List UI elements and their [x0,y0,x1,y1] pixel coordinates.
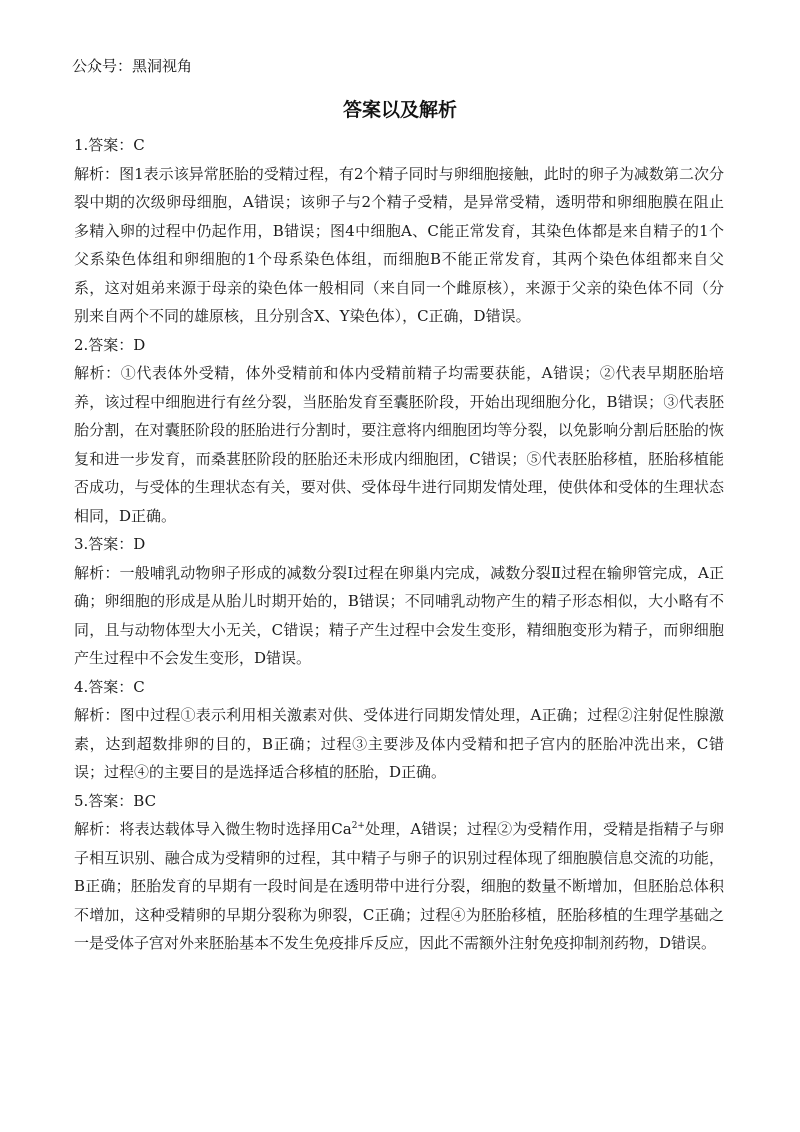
question-block-3 [74,530,724,673]
explanation-text-start: 解析：将表达载体导入微生物时选择用Ca [74,820,352,838]
question-block-4 [74,673,724,787]
answer-line: 3.答案：D [74,535,146,553]
explanation-text: 解析：①代表体外受精，体外受精前和体内受精前精子均需要获能，A错误；②代表早期胚胎培养，该过程中细胞进行有丝分裂，当胚胎发育至囊胚阶段，开始出现细胞分化，B错误；③代表胚胎分割，在对囊胚阶段的胚胎进行分割时，要注意将内细胞团均等分裂，以免影响分割后胚胎的恢复和进一步发育，而桑葚胚阶段的胚胎还未形成内细胞团，C错误；⑤代表胚胎移植，胚胎移植能否成功，与受体的生理状态有关，要对供、受体母牛进行同期发情处理，使供体和受体的生理状态相同，D正确。 [74,364,724,525]
answer-line: 1.答案：C [74,136,145,154]
explanation-text-rest: 处理，A错误；过程②为受精作用，受精是指精子与卵子相互识别、融合成为受精卵的过程，其中精子与卵子的识别过程体现了细胞膜信息交流的功能，B正确；胚胎发育的早期有一段时间是在透明带中进行分裂，细胞的数量不断增加，但胚胎总体积不增加，这种受精卵的早期分裂称为卵裂，C正确；过程④为胚胎移植，胚胎移植的生理学基础之一是受体子宫对外来胚胎基本不发生免疫排斥反应，因此不需额外注射免疫抑制剂药物，D错误。 [74,820,724,952]
answer-list [74,131,724,958]
watermark-text: 公众号：黑洞视角 [72,57,193,75]
ion-charge-superscript: 2+ [351,821,365,831]
answer-line: 5.答案：BC [74,791,157,810]
question-block-5 [74,787,724,958]
question-block-2 [74,331,724,531]
explanation-text [74,815,724,958]
explanation-text: 解析：图中过程①表示利用相关激素对供、受体进行同期发情处理，A正确；过程②注射促性腺激素，达到超数排卵的目的，B正确；过程③主要涉及体内受精和把子宫内的胚胎冲洗出来，C错误；过程④的主要目的是选择适合移植的胚胎，D正确。 [74,706,724,781]
explanation-text: 解析：一般哺乳动物卵子形成的减数分裂Ⅰ过程在卵巢内完成，减数分裂Ⅱ过程在输卵管完成，A正确；卵细胞的形成是从胎儿时期开始的，B错误；不同哺乳动物产生的精子形态相似，大小略有不同，且与动物体型大小无关，C错误；精子产生过程中会发生变形，精细胞变形为精子，而卵细胞产生过程中不会发生变形，D错误。 [74,563,724,667]
answer-line: 4.答案：C [74,677,145,696]
page-title: 答案以及解析 [342,99,457,121]
explanation-text: 解析：图1表示该异常胚胎的受精过程，有2个精子同时与卵细胞接触，此时的卵子为减数第二次分裂中期的次级卵母细胞，A错误；该卵子与2个精子受精，是异常受精，透明带和卵细胞膜在阻止多精入卵的过程中仍起作用，B错误；图4中细胞A、C能正常发育，其染色体都是来自精子的1个父系染色体组和卵细胞的1个母系染色体组，而细胞B不能正常发育，其两个染色体组都来自父系，这对姐弟来源于母亲的染色体一般相同（来自同一个雌原核），来源于父亲的染色体不同（分别来自两个不同的雄原核，且分别含X、Y染色体），C正确，D错误。 [74,164,724,325]
answer-line: 2.答案：D [74,335,146,354]
question-block-1 [74,131,724,331]
